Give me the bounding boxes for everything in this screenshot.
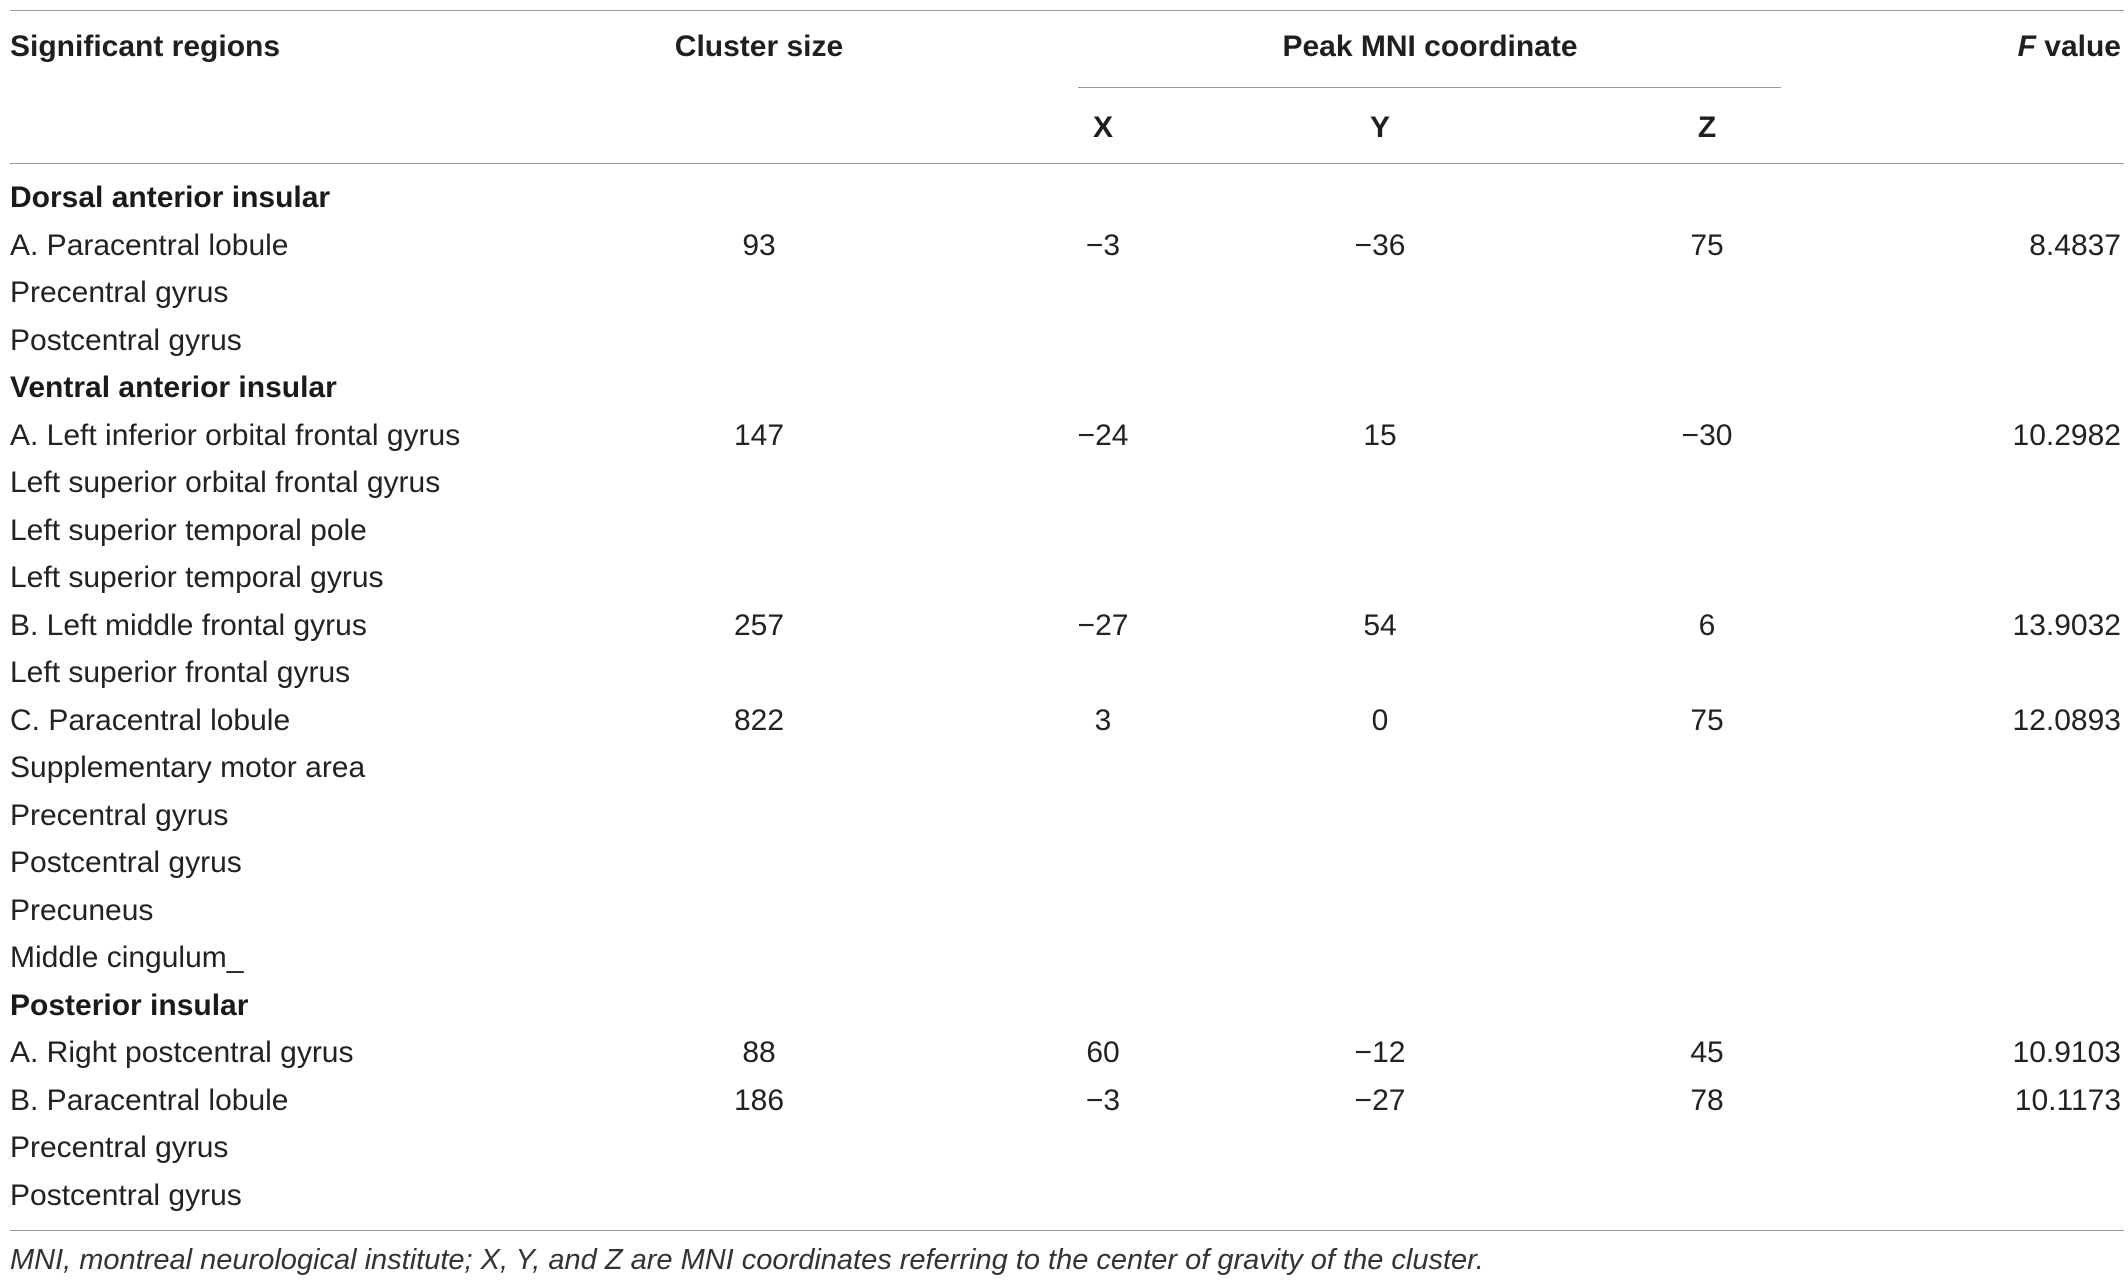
f-value-cell: 12.0893 xyxy=(2012,704,2121,737)
region-cell: A. Right postcentral gyrus xyxy=(10,1036,354,1069)
x-coordinate-cell: −3 xyxy=(1085,229,1121,262)
header-peak-mni-coordinate: Peak MNI coordinate xyxy=(1282,30,1578,63)
cluster-size-cell: 93 xyxy=(742,229,776,262)
cluster-size-cell: 147 xyxy=(733,419,785,452)
region-cell: Left superior orbital frontal gyrus xyxy=(10,466,441,499)
header-f-value xyxy=(2018,27,2121,67)
z-coordinate-cell: −30 xyxy=(1681,419,1733,452)
z-coordinate-cell: 45 xyxy=(1690,1036,1724,1069)
y-coordinate-cell: 54 xyxy=(1363,609,1397,642)
header-significant-regions: Significant regions xyxy=(10,30,281,63)
cluster-size-cell: 186 xyxy=(733,1084,785,1117)
x-coordinate-cell: −24 xyxy=(1077,419,1129,452)
header-y: Y xyxy=(1369,111,1391,144)
region-cell: A. Paracentral lobule xyxy=(10,229,289,262)
cluster-size-cell: 88 xyxy=(742,1036,776,1069)
y-coordinate-cell: −36 xyxy=(1354,229,1406,262)
region-cell: Middle cingulum_ xyxy=(10,941,244,974)
header-x: X xyxy=(1092,111,1114,144)
region-cell: Postcentral gyrus xyxy=(10,324,242,357)
region-cell: Left superior temporal pole xyxy=(10,514,367,547)
section-label: Posterior insular xyxy=(10,989,249,1022)
region-cell: Postcentral gyrus xyxy=(10,846,242,879)
cluster-size-cell: 822 xyxy=(733,704,785,737)
cluster-size-cell: 257 xyxy=(733,609,785,642)
header-cluster-size: Cluster size xyxy=(674,30,844,63)
f-value-cell: 13.9032 xyxy=(2012,609,2121,642)
region-cell: C. Paracentral lobule xyxy=(10,704,291,737)
region-cell: A. Left inferior orbital frontal gyrus xyxy=(10,419,461,452)
y-coordinate-cell: 15 xyxy=(1363,419,1397,452)
x-coordinate-cell: 3 xyxy=(1094,704,1112,737)
header-z: Z xyxy=(1697,111,1717,144)
table-footnote: MNI, montreal neurological institute; X, Y, and Z are MNI coordinates referring to the center of gravity of the cluster. xyxy=(10,1244,1484,1276)
region-cell: Postcentral gyrus xyxy=(10,1179,242,1212)
f-value-cell: 10.9103 xyxy=(2012,1036,2121,1069)
table-bottom-rule xyxy=(10,1230,2124,1231)
top-rule xyxy=(10,10,2124,11)
region-cell: Supplementary motor area xyxy=(10,751,366,784)
x-coordinate-cell: 60 xyxy=(1086,1036,1120,1069)
z-coordinate-cell: 6 xyxy=(1698,609,1716,642)
z-coordinate-cell: 75 xyxy=(1690,229,1724,262)
x-coordinate-cell: −27 xyxy=(1077,609,1129,642)
section-label: Ventral anterior insular xyxy=(10,371,337,404)
coordinate-group-rule xyxy=(1078,87,1781,88)
y-coordinate-cell: 0 xyxy=(1371,704,1389,737)
header-f-symbol: F xyxy=(2017,30,2036,63)
region-cell: Precentral gyrus xyxy=(10,276,229,309)
y-coordinate-cell: −27 xyxy=(1354,1084,1406,1117)
header-f-label: value xyxy=(2035,30,2121,63)
header-bottom-rule xyxy=(10,163,2124,164)
region-cell: Precentral gyrus xyxy=(10,1131,229,1164)
z-coordinate-cell: 78 xyxy=(1690,1084,1724,1117)
section-label: Dorsal anterior insular xyxy=(10,181,331,214)
region-cell: Left superior temporal gyrus xyxy=(10,561,384,594)
region-cell: B. Paracentral lobule xyxy=(10,1084,289,1117)
region-cell: Precentral gyrus xyxy=(10,799,229,832)
y-coordinate-cell: −12 xyxy=(1354,1036,1406,1069)
f-value-cell: 8.4837 xyxy=(2029,229,2121,262)
f-value-cell: 10.1173 xyxy=(2014,1084,2121,1117)
region-cell: Precuneus xyxy=(10,894,154,927)
region-cell: B. Left middle frontal gyrus xyxy=(10,609,367,642)
region-cell: Left superior frontal gyrus xyxy=(10,656,351,689)
x-coordinate-cell: −3 xyxy=(1085,1084,1121,1117)
f-value-cell: 10.2982 xyxy=(2012,419,2121,452)
z-coordinate-cell: 75 xyxy=(1690,704,1724,737)
